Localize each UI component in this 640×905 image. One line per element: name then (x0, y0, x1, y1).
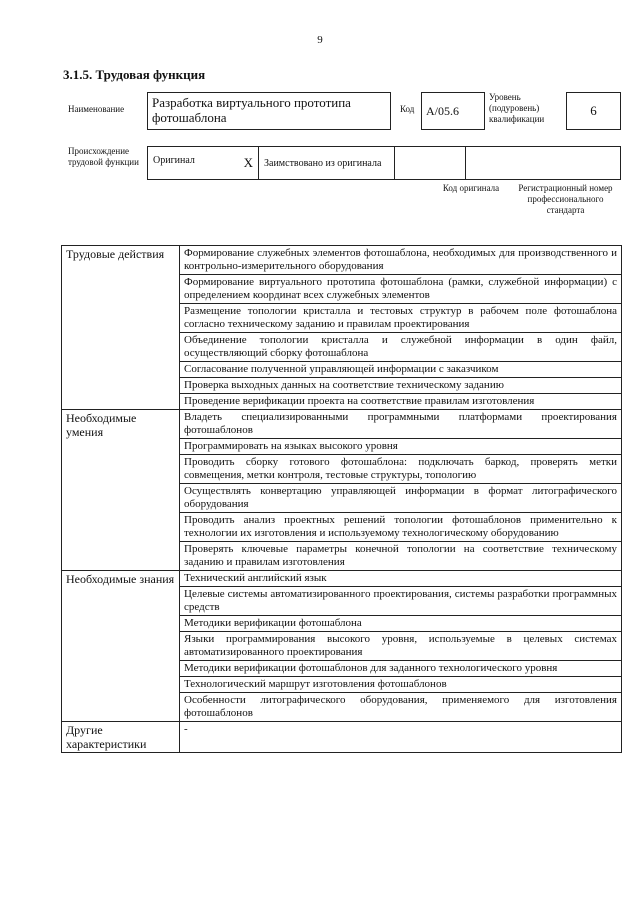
table-row (62, 571, 622, 587)
section-heading: 3.1.5. Трудовая функция (63, 67, 206, 82)
original-mark: X (243, 155, 253, 170)
section-item: Владеть специализированными программными платформами проектирования фотошаблонов (180, 410, 622, 439)
section-title: Необходимые умения (62, 410, 180, 571)
section-item: Языки программирования высокого уровня, используемые в целевых системах автоматизированного проектирования (180, 632, 622, 661)
original-label: Оригинал (153, 155, 195, 166)
section-item: Проводить анализ проектных решений топологии фотошаблонов применительно к технологии их изготовления и используемому технологическому оборудованию (180, 513, 622, 542)
table-row (62, 722, 622, 753)
section-item: Целевые системы автоматизированного проектирования, системы разработки программных средств (180, 587, 622, 616)
origin-borrowed-cell: Заимствовано из оригинала (259, 147, 395, 180)
origin-table (147, 146, 621, 180)
level-field: 6 (566, 92, 621, 130)
section-item: Формирование служебных элементов фотошаблона, необходимых для производственного и контрольно-измерительного оборудования (180, 246, 622, 275)
code-label: Код (400, 104, 415, 114)
table-row (62, 410, 622, 439)
page-number: 9 (317, 34, 323, 46)
section-item: - (180, 722, 622, 753)
section-item: Программировать на языках высокого уровня (180, 439, 622, 455)
origin-code-cell (395, 147, 466, 180)
section-item: Методики верификации фотошаблонов для заданного технологического уровня (180, 661, 622, 677)
section-item: Методики верификации фотошаблона (180, 616, 622, 632)
origin-reg-cell (466, 147, 621, 180)
section-item: Проведение верификации проекта на соответствие правилам изготовления (180, 394, 622, 410)
origin-original-cell (148, 147, 259, 180)
name-label: Наименование (68, 104, 125, 114)
section-title: Трудовые действия (62, 246, 180, 410)
section-item: Формирование виртуального прототипа фотошаблона (рамки, служебной информации) с определением координат всех служебных элементов (180, 275, 622, 304)
section-title: Другие характеристики (62, 722, 180, 753)
function-code-field: A/05.6 (421, 92, 485, 130)
section-item: Технический английский язык (180, 571, 622, 587)
section-item: Согласование полученной управляющей информации с заказчиком (180, 362, 622, 378)
section-item: Проверка выходных данных на соответствие техническому заданию (180, 378, 622, 394)
function-name-field: Разработка виртуального прототипа фотошаблона (147, 92, 391, 130)
section-item: Проводить сборку готового фотошаблона: подключать баркод, проверять метки совмещения, метки контроля, тестовые структуры, топологию (180, 455, 622, 484)
section-item: Объединение топологии кристалла и служебной информации в один файл, осуществляющий сборку фотошаблона (180, 333, 622, 362)
section-item: Размещение топологии кристалла и тестовых структур в рабочем поле фотошаблона согласно техническому заданию и правилам проектирования (180, 304, 622, 333)
origin-code-caption: Код оригинала (442, 183, 500, 193)
section-item: Технологический маршрут изготовления фотошаблонов (180, 677, 622, 693)
section-item: Осуществлять конвертацию управляющей информации в формат литографического оборудования (180, 484, 622, 513)
level-label: Уровень (подуровень) квалификации (489, 92, 545, 124)
section-item: Проверять ключевые параметры конечной топологии на соответствие техническому заданию и правилам изготовления (180, 542, 622, 571)
function-details-table (61, 245, 622, 753)
section-title: Необходимые знания (62, 571, 180, 722)
section-item: Особенности литографического оборудования, применяемого для изготовления фотошаблонов (180, 693, 622, 722)
reg-number-caption: Регистрационный номер профессионального стандарта (518, 183, 613, 215)
table-row (62, 246, 622, 275)
origin-label: Происхождение трудовой функции (68, 146, 139, 167)
